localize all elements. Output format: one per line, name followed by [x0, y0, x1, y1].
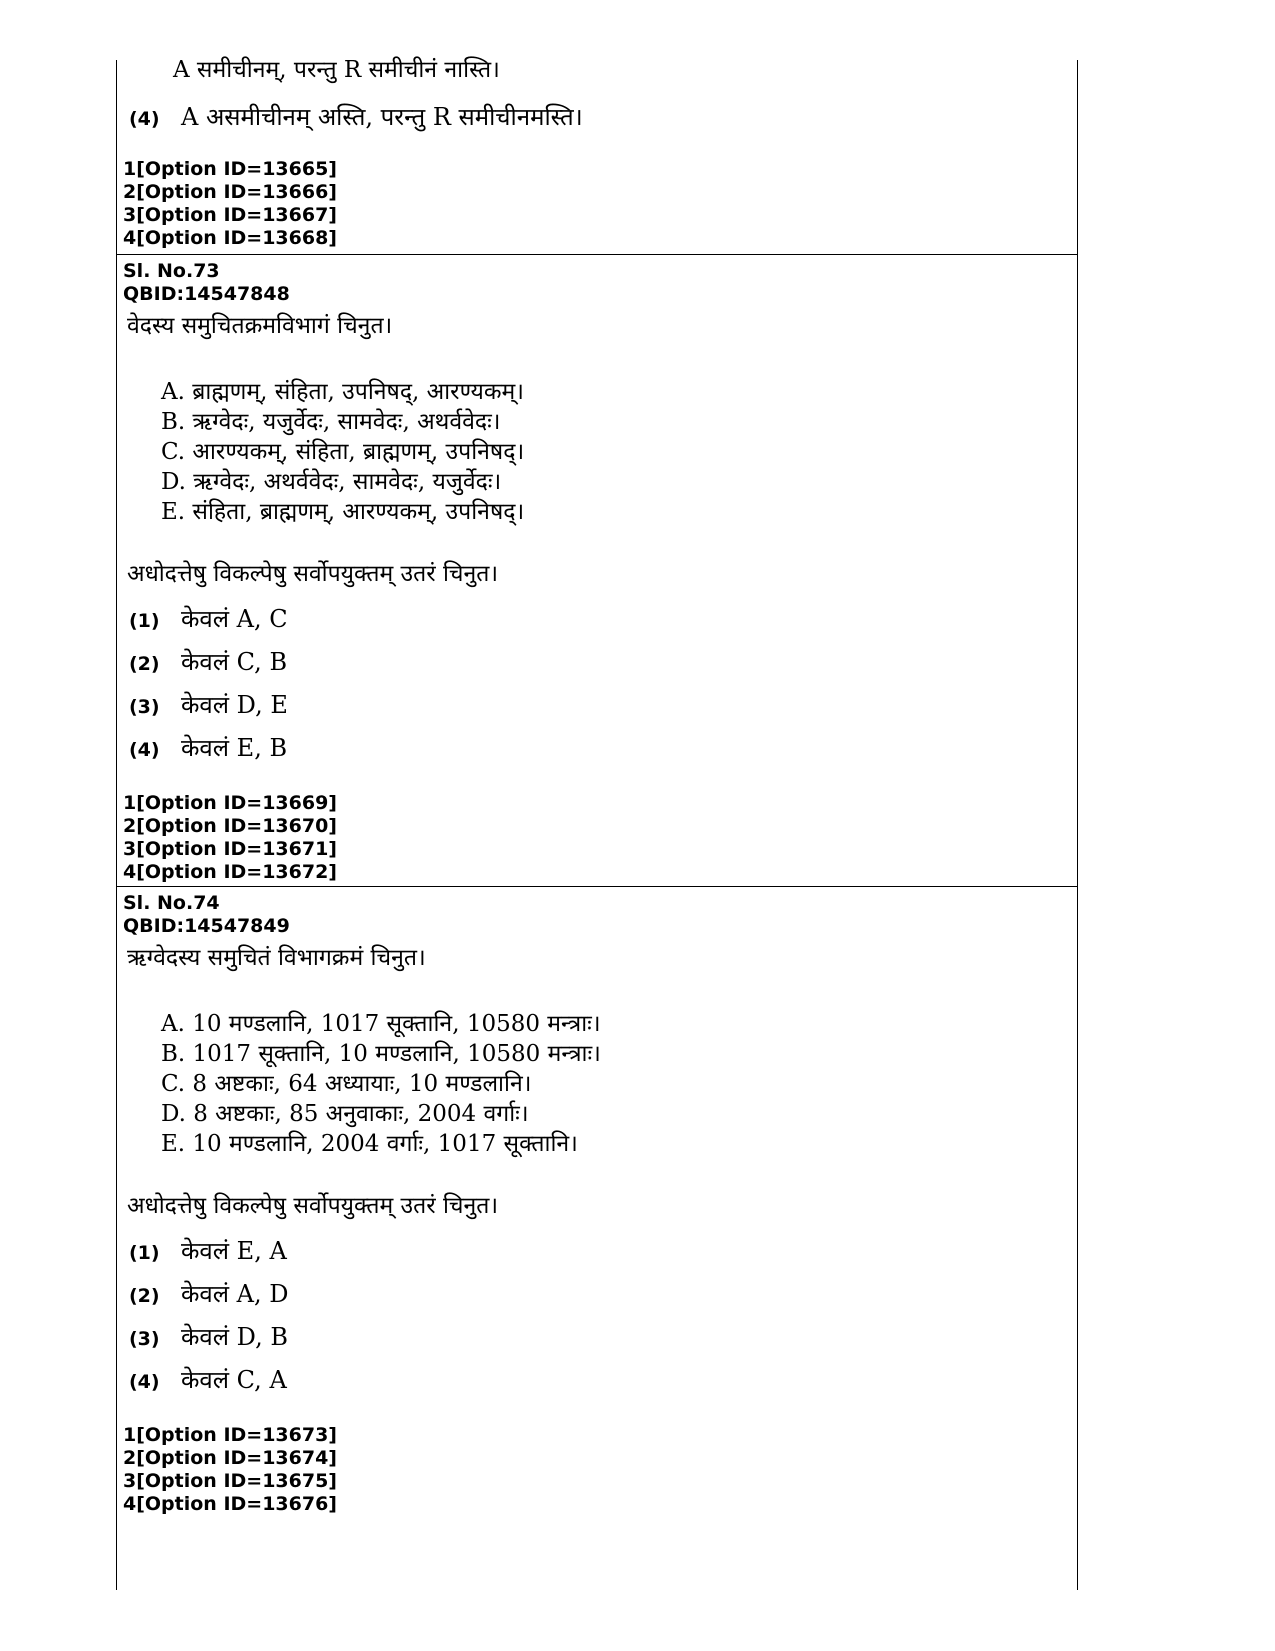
option-number: (4) — [129, 739, 160, 761]
option-number: (4) — [129, 108, 160, 130]
prev-question-continued-text: A समीचीनम्, परन्तु R समीचीनं नास्ति। — [173, 57, 500, 83]
option-text: A असमीचीनम् अस्ति, परन्तु R समीचीनमस्ति। — [181, 103, 583, 131]
option-text: केवलं D, B — [181, 1323, 288, 1351]
instruction: अधोदत्तेषु विकल्पेषु सर्वोपयुक्तम् उतरं चिनुत। — [127, 561, 499, 587]
option-id: 2[Option ID=13674] — [123, 1447, 337, 1469]
option-text: केवलं A, D — [181, 1280, 289, 1308]
option-id: 4[Option ID=13672] — [123, 861, 337, 883]
serial-number: Sl. No.74 — [123, 892, 220, 914]
statement: C. 8 अष्टकाः, 64 अध्यायाः, 10 मण्डलानि। — [161, 1071, 532, 1097]
statement: D. ऋग्वेदः, अथर्ववेदः, सामवेदः, यजुर्वेदः। — [161, 469, 502, 495]
option-ids — [123, 792, 337, 884]
option-2 — [129, 645, 287, 678]
option-id: 3[Option ID=13667] — [123, 204, 337, 226]
option-number: (4) — [129, 1371, 160, 1393]
option-number: (3) — [129, 696, 160, 718]
option-text: केवलं D, E — [181, 691, 288, 719]
option-id: 3[Option ID=13671] — [123, 838, 337, 860]
option-text: केवलं E, A — [181, 1237, 287, 1265]
statement: E. संहिता, ब्राह्मणम्, आरण्यकम्, उपनिषद्। — [161, 499, 525, 525]
statement: C. आरण्यकम्, संहिता, ब्राह्मणम्, उपनिषद्। — [161, 439, 525, 465]
option-id: 2[Option ID=13666] — [123, 181, 337, 203]
option-id: 3[Option ID=13675] — [123, 1470, 337, 1492]
option-text: केवलं E, B — [181, 734, 288, 762]
option-4 — [129, 1363, 287, 1396]
option-text: केवलं A, C — [181, 605, 288, 633]
statement: B. 1017 सूक्तानि, 10 मण्डलानि, 10580 मन्त्राः। — [161, 1041, 601, 1067]
option-3 — [129, 1320, 288, 1353]
option-text: केवलं C, B — [181, 648, 288, 676]
statement: E. 10 मण्डलानि, 2004 वर्गाः, 1017 सूक्तानि। — [161, 1131, 578, 1157]
option-4 — [129, 731, 287, 764]
option-1 — [129, 1234, 287, 1267]
question-divider — [117, 254, 1077, 255]
option-number: (3) — [129, 1328, 160, 1350]
option-number: (1) — [129, 610, 160, 632]
option-3 — [129, 688, 288, 721]
question-prompt: ऋग्वेदस्य समुचितं विभागक्रमं चिनुत। — [127, 945, 426, 971]
option-id: 1[Option ID=13665] — [123, 158, 337, 180]
option-id: 1[Option ID=13673] — [123, 1424, 337, 1446]
option-id: 4[Option ID=13668] — [123, 227, 337, 249]
serial-number: Sl. No.73 — [123, 260, 220, 282]
qbid: QBID:14547848 — [123, 283, 290, 305]
question-divider — [117, 886, 1077, 887]
instruction: अधोदत्तेषु विकल्पेषु सर्वोपयुक्तम् उतरं चिनुत। — [127, 1193, 499, 1219]
option-id: 1[Option ID=13669] — [123, 792, 337, 814]
option-1 — [129, 602, 288, 635]
statement: B. ऋग्वेदः, यजुर्वेदः, सामवेदः, अथर्ववेदः। — [161, 409, 501, 435]
option-id: 2[Option ID=13670] — [123, 815, 337, 837]
option-2 — [129, 1277, 289, 1310]
option-number: (1) — [129, 1242, 160, 1264]
option-number: (2) — [129, 653, 160, 675]
prev-question-option-4 — [129, 100, 583, 133]
option-ids — [123, 1424, 337, 1516]
question-prompt: वेदस्य समुचितक्रमविभागं चिनुत। — [127, 313, 393, 339]
option-text: केवलं C, A — [181, 1366, 287, 1394]
statement: D. 8 अष्टकाः, 85 अनुवाकाः, 2004 वर्गाः। — [161, 1101, 529, 1127]
option-number: (2) — [129, 1285, 160, 1307]
option-id: 4[Option ID=13676] — [123, 1493, 337, 1515]
statement: A. ब्राह्मणम्, संहिता, उपनिषद्, आरण्यकम्। — [161, 379, 524, 405]
statement: A. 10 मण्डलानि, 1017 सूक्तानि, 10580 मन्त्राः। — [161, 1011, 601, 1037]
question-frame — [116, 57, 1078, 1590]
prev-question-option-ids — [123, 158, 337, 250]
qbid: QBID:14547849 — [123, 915, 290, 937]
